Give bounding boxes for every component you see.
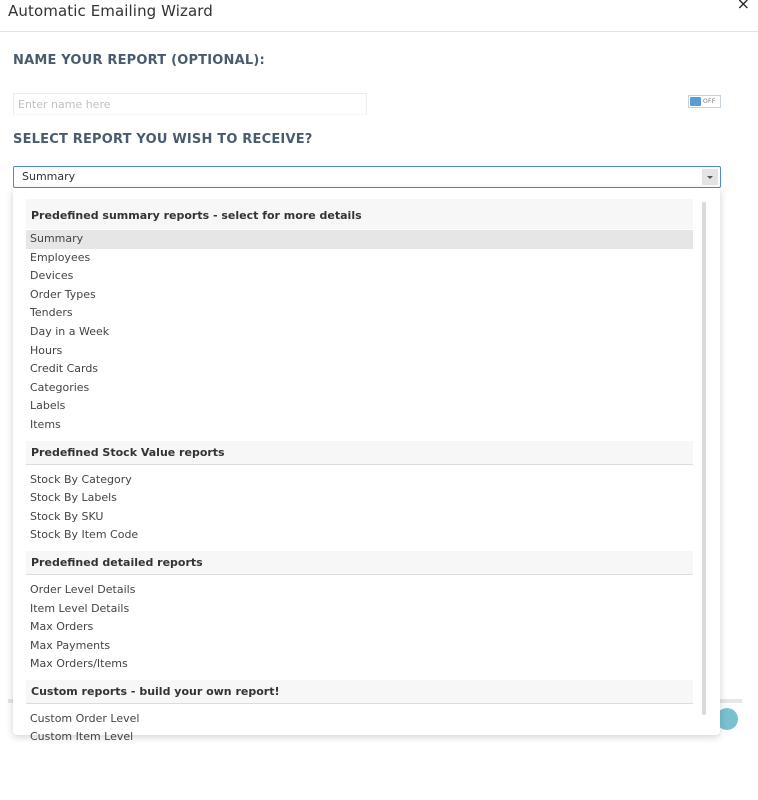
option-custom-item-level[interactable]: Custom Item Level [30, 730, 134, 744]
option-stock-by-sku[interactable]: Stock By SKU [30, 509, 104, 523]
off-toggle[interactable] [688, 95, 721, 108]
group-header-detailed: Predefined detailed reports [26, 551, 693, 575]
option-item-level-details[interactable]: Item Level Details [30, 601, 130, 615]
chevron-down-icon[interactable] [702, 169, 718, 185]
option-stock-by-category[interactable]: Stock By Category [30, 472, 132, 486]
option-stock-by-item-code[interactable]: Stock By Item Code [30, 528, 139, 542]
option-devices[interactable]: Devices [30, 269, 74, 283]
toggle-label: OFF [703, 98, 716, 105]
option-custom-order-level[interactable]: Custom Order Level [30, 711, 140, 725]
name-report-heading: NAME YOUR REPORT (OPTIONAL): [13, 53, 265, 68]
group-header-stock-value: Predefined Stock Value reports [26, 441, 693, 465]
option-credit-cards[interactable]: Credit Cards [30, 362, 99, 376]
toggle-knob [690, 97, 701, 106]
report-name-input[interactable] [13, 93, 367, 115]
option-max-orders-items[interactable]: Max Orders/Items [30, 657, 128, 671]
option-summary[interactable]: Summary [26, 230, 693, 249]
option-max-payments[interactable]: Max Payments [30, 638, 111, 652]
dialog-header [0, 0, 758, 32]
group-header-summary: Predefined summary reports - select for more details [26, 199, 693, 229]
option-order-level-details[interactable]: Order Level Details [30, 582, 136, 596]
option-labels[interactable]: Labels [30, 399, 66, 413]
option-hours[interactable]: Hours [30, 343, 63, 357]
group-header-custom: Custom reports - build your own report! [26, 680, 693, 704]
option-max-orders[interactable]: Max Orders [30, 620, 94, 634]
option-items[interactable]: Items [30, 417, 61, 431]
dropdown-scrollbar[interactable] [702, 202, 706, 715]
option-tenders[interactable]: Tenders [30, 306, 73, 320]
option-stock-by-labels[interactable]: Stock By Labels [30, 491, 117, 505]
close-icon[interactable]: × [736, 0, 750, 13]
option-categories[interactable]: Categories [30, 380, 90, 394]
report-select-value: Summary [22, 170, 76, 183]
option-day-in-a-week[interactable]: Day in a Week [30, 324, 110, 338]
dialog-title: Automatic Emailing Wizard [8, 2, 213, 20]
report-dropdown [13, 188, 720, 744]
select-report-heading: SELECT REPORT YOU WISH TO RECEIVE? [13, 132, 313, 147]
option-order-types[interactable]: Order Types [30, 287, 96, 301]
report-select[interactable] [13, 166, 721, 188]
option-employees[interactable]: Employees [30, 250, 91, 264]
dropdown-list [26, 199, 693, 744]
